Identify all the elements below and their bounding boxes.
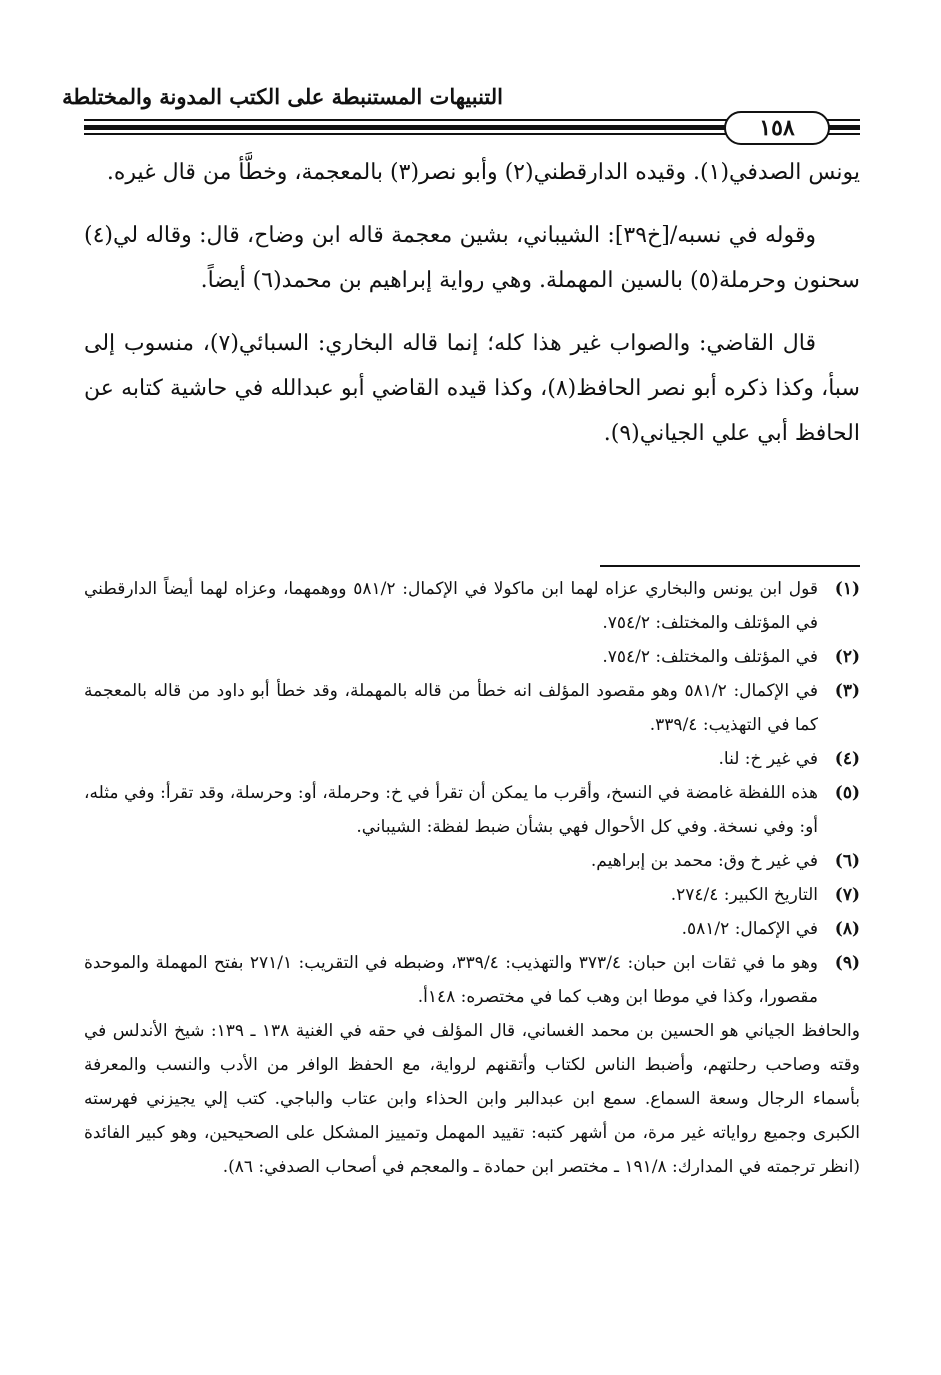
- paragraph: وقوله في نسبه/[خ٣٩]: الشيباني، بشين معجمة قاله ابن وضاح، قال: وقاله لي(٤) سحنون وحرملة(٥) بالسين المهملة. وهي رواية إبراهيم بن محمد(٦) أيضاً.: [84, 223, 860, 293]
- footnote: [84, 572, 860, 640]
- footnote-separator: [600, 565, 860, 567]
- running-title: التنبيهات المستنبطة على الكتب المدونة والمختلطة: [62, 84, 503, 109]
- footnote-number: (٧): [834, 885, 860, 905]
- footnote: [84, 776, 860, 844]
- footnote-text: هذه اللفظة غامضة في النسخ، وأقرب ما يمكن أن تقرأ في خ: وحرملة، أو: وحرسلة، وقد تقرأ: وفي مثله، أو: وفي نسخة. وفي كل الأحوال فهي بشأن ضبط لفظة: الشيباني.: [84, 783, 818, 837]
- footnote: [84, 640, 860, 674]
- footnote-text: في غير خ: لنا.: [718, 749, 818, 769]
- footnote-number: (٣): [834, 681, 860, 701]
- footnote-number: (٩): [834, 953, 860, 973]
- footnote-text: في الإكمال: ٥٨١/٢.: [681, 919, 818, 939]
- footnote-text: وهو ما في ثقات ابن حبان: ٣٧٣/٤ والتهذيب: ٣٣٩/٤، وضبطه في التقريب: ٢٧١/١ بفتح المهملة والموحدة مقصورا، وكذا في موطا ابن وهب كما في مختصره: ١٤٨أ.: [84, 953, 818, 1007]
- footnote: [84, 742, 860, 776]
- footnote-text: في غير خ وق: محمد بن إبراهيم.: [590, 851, 818, 871]
- page-number-text: ١٥٨: [759, 115, 795, 141]
- footnote-text: في الإكمال: ٥٨١/٢ وهو مقصود المؤلف انه خطأ من قاله بالمهملة، وقد خطأ أبو داود من قاله بالمعجمة كما في التهذيب: ٣٣٩/٤.: [84, 681, 818, 735]
- paragraph: يونس الصدفي(١). وقيده الدارقطني(٢) وأبو نصر(٣) بالمعجمة، وخطَّأ من قال غيره.: [106, 160, 860, 185]
- footnote: [84, 844, 860, 878]
- main-text: [84, 150, 860, 474]
- footnote-number: (٥): [834, 783, 860, 803]
- page-number: [724, 111, 830, 145]
- footnote-continuation: والحافظ الجياني هو الحسين بن محمد الغساني، قال المؤلف في حقه في الغنية ١٣٨ ـ ١٣٩: شيخ الأندلس في وقته وصاحب رحلتهم، وأضبط الناس لكتاب وأتقنهم لرواية، مع الحفظ الوافر من الأدب والنسب والمعرفة بأسماء الرجال وسعة السماع. سمع ابن عبدالبر وابن الحذاء وابن عتاب والباجي. كتب إلي يجيزني فهرسته الكبرى وجميع رواياته غير مرة، من أشهر كتبه: تقييد المهمل وتمييز المشكل على الصحيحين، وهو كبير الفائدة (انظر ترجمته في المدارك: ١٩١/٨ ـ مختصر ابن حمادة ـ والمعجم في أصحاب الصدفي: ٨٦).: [84, 1021, 860, 1177]
- footnote-text: في المؤتلف والمختلف: ٧٥٤/٢.: [602, 647, 818, 667]
- footnote-number: (٤): [834, 749, 860, 769]
- footnote-number: (٨): [834, 919, 860, 939]
- footnote-number: (٦): [834, 851, 860, 871]
- footnotes: [84, 572, 860, 1184]
- footnote-text: التاريخ الكبير: ٢٧٤/٤.: [670, 885, 818, 905]
- footnote: [84, 946, 860, 1014]
- footnote-text: قول ابن يونس والبخاري عزاه لهما ابن ماكولا في الإكمال: ٥٨١/٢ ووهمهما، وعزاه لهما أيضاً الدارقطني في المؤتلف والمختلف: ٧٥٤/٢.: [84, 579, 818, 633]
- paragraph: قال القاضي: والصواب غير هذا كله؛ إنما قاله البخاري: السبائي(٧)، منسوب إلى سبأ، وكذا ذكره أبو نصر الحافظ(٨)، وكذا قيده القاضي أبو عبدالله في حاشية كتابه عن الحافظ أبي علي الجياني(٩).: [84, 331, 860, 446]
- footnote-number: (١): [834, 579, 860, 599]
- footnote: [84, 878, 860, 912]
- footnote: [84, 674, 860, 742]
- footnote-number: (٢): [834, 647, 860, 667]
- footnote: [84, 912, 860, 946]
